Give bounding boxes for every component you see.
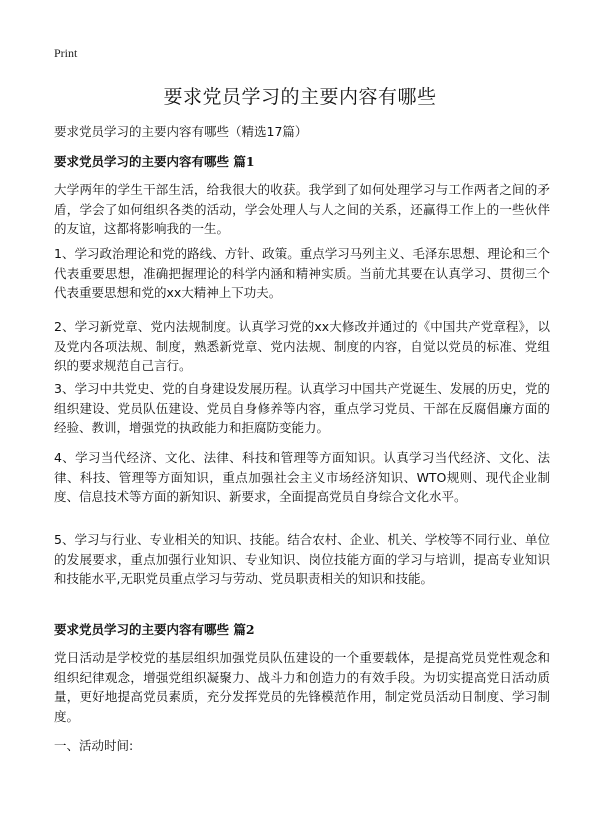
section-heading-1: 要求党员学习的主要内容有哪些 篇1: [54, 154, 255, 169]
paragraph: 大学两年的学生干部生活，给我很大的收获。我学到了如何处理学习与工作两者之间的矛盾，学会了如何组织各类的活动，学会处理人与人之间的关系，还赢得工作上的一些伙伴的友谊，这都将影响我的一生。: [54, 182, 550, 236]
document-subtitle: 要求党员学习的主要内容有哪些（精选17篇）: [54, 124, 308, 139]
print-label: Print: [54, 46, 78, 60]
paragraph: 3、学习中共党史、党的自身建设发展历程。认真学习中国共产党诞生、发展的历史，党的组织建设、党员队伍建设、党员自身修养等内容，重点学习党员、干部在反腐倡廉方面的经验、教训，增强党的执政能力和拒腐防变能力。: [54, 381, 550, 435]
paragraph: 1、学习政治理论和党的路线、方针、政策。重点学习马列主义、毛泽东思想、理论和三个代表重要思想，准确把握理论的科学内涵和精神实质。当前尤其要在认真学习、贯彻三个代表重要思想和党的xx大精神上下功夫。: [54, 246, 550, 300]
paragraph: 4、学习当代经济、文化、法律、科技和管理等方面知识。认真学习当代经济、文化、法律、科技、管理等方面知识，重点加强社会主义市场经济知识、WTO规则、现代企业制度、信息技术等方面的新知识、新要求，全面提高党员自身综合文化水平。: [54, 450, 550, 504]
paragraph: 2、学习新党章、党内法规制度。认真学习党的xx大修改并通过的《中国共产党章程》，以及党内各项法规、制度，熟悉新党章、党内法规、制度的内容，自觉以党员的标准、党组织的要求规范自己言行。: [54, 319, 550, 373]
paragraph: 一、活动时间:: [54, 738, 134, 753]
document-title: 要求党员学习的主要内容有哪些: [163, 86, 437, 108]
paragraph: 5、学习与行业、专业相关的知识、技能。结合农村、企业、机关、学校等不同行业、单位的发展要求，重点加强行业知识、专业知识、岗位技能方面的学习与培训，提高专业知识和技能水平,无职党员重点学习与劳动、党员职责相关的知识和技能。: [54, 532, 550, 586]
paragraph: 党日活动是学校党的基层组织加强党员队伍建设的一个重要载体，是提高党员党性观念和组织纪律观念，增强党组织凝聚力、战斗力和创造力的有效手段。为切实提高党日活动质量，更好地提高党员素质，充分发挥党员的先锋模范作用，制定党员活动日制度、学习制度。: [54, 650, 550, 724]
section-heading-2: 要求党员学习的主要内容有哪些 篇2: [54, 622, 255, 637]
